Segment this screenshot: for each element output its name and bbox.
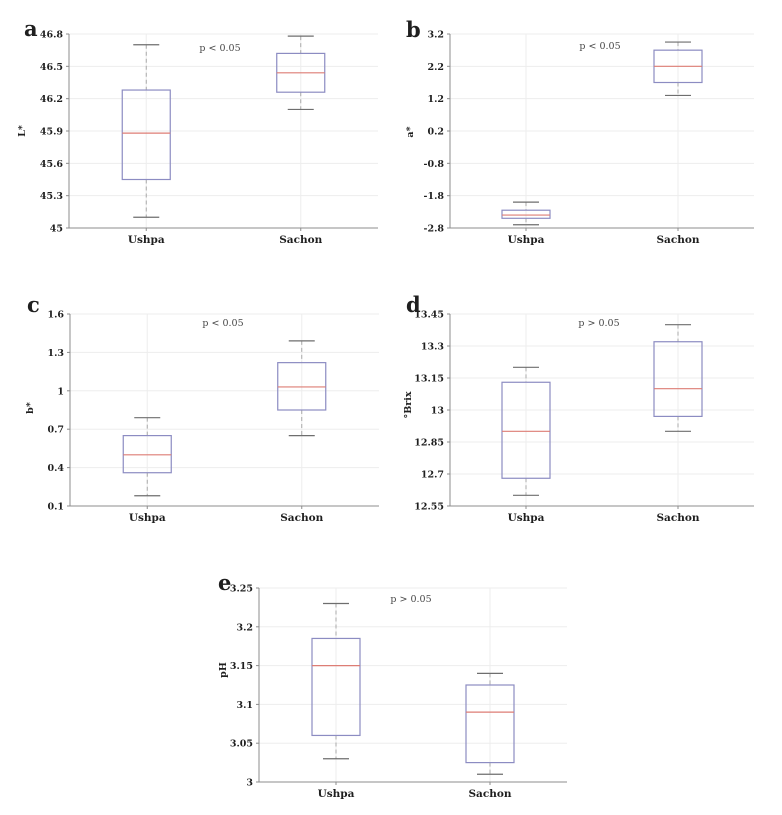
panel-letter: b — [406, 17, 421, 42]
boxplot-canvas-a — [0, 0, 391, 265]
p-value-annotation: p < 0.05 — [202, 318, 244, 329]
p-value-annotation: p < 0.05 — [579, 41, 621, 52]
category-label: Sachon — [656, 234, 700, 246]
category-label: Ushpa — [128, 512, 166, 524]
y-tick-label: -1.8 — [423, 191, 444, 203]
panel-b — [391, 0, 782, 265]
panel-e — [185, 548, 605, 815]
y-tick-label: 1.3 — [47, 347, 64, 359]
y-tick-label: 45 — [49, 223, 63, 235]
category-label: Sachon — [279, 234, 323, 246]
panel-letter: e — [218, 570, 232, 595]
panel-d — [391, 275, 782, 535]
y-tick-label: 2.2 — [427, 61, 444, 73]
category-label: Ushpa — [507, 234, 545, 246]
boxplot-canvas-c — [0, 275, 391, 535]
y-tick-label: 13 — [430, 405, 444, 417]
p-value-annotation: p > 0.05 — [390, 594, 432, 605]
y-tick-label: 1.6 — [47, 309, 64, 321]
y-tick-label: 1.2 — [427, 94, 444, 106]
panel-c — [0, 275, 391, 535]
category-label: Ushpa — [317, 788, 355, 800]
y-tick-label: -0.8 — [423, 158, 444, 170]
category-label: Sachon — [468, 788, 512, 800]
y-tick-label: 45.3 — [39, 191, 63, 203]
y-axis-label: b* — [25, 402, 36, 414]
y-tick-label: 46.8 — [39, 29, 63, 41]
p-value-annotation: p > 0.05 — [578, 318, 620, 329]
panel-a — [0, 0, 391, 265]
y-tick-label: 12.7 — [420, 469, 444, 481]
y-tick-label: 13.15 — [414, 373, 444, 385]
panel-letter: d — [406, 292, 421, 317]
y-axis-label: °Brix — [403, 391, 414, 419]
y-tick-label: 1 — [57, 386, 64, 398]
category-label: Sachon — [656, 512, 700, 524]
y-tick-label: 13.45 — [414, 309, 444, 321]
p-value-annotation: p < 0.05 — [199, 43, 241, 54]
y-tick-label: 45.9 — [39, 126, 63, 138]
category-label: Ushpa — [507, 512, 545, 524]
y-tick-label: 45.6 — [39, 158, 63, 170]
y-tick-label: 3.05 — [229, 738, 253, 750]
y-tick-label: -2.8 — [423, 223, 444, 235]
y-tick-label: 3.1 — [236, 699, 253, 711]
y-tick-label: 3.2 — [427, 29, 444, 41]
y-tick-label: 3.25 — [229, 583, 253, 595]
panel-letter: a — [24, 16, 38, 41]
category-label: Sachon — [280, 512, 324, 524]
y-axis-label: L* — [17, 125, 28, 137]
y-tick-label: 0.4 — [47, 463, 64, 475]
panel-letter: c — [27, 292, 40, 317]
boxplot-canvas-b — [391, 0, 782, 265]
y-tick-label: 3.2 — [236, 622, 253, 634]
y-tick-label: 46.5 — [39, 61, 63, 73]
y-tick-label: 13.3 — [420, 341, 444, 353]
boxplot-canvas-d — [391, 275, 782, 535]
y-tick-label: 12.55 — [414, 501, 444, 513]
category-label: Ushpa — [127, 234, 165, 246]
y-axis-label: a* — [405, 126, 416, 138]
y-tick-label: 12.85 — [414, 437, 444, 449]
y-axis-label: pH — [218, 662, 229, 678]
y-tick-label: 3 — [246, 777, 253, 789]
y-tick-label: 0.7 — [47, 424, 64, 436]
y-tick-label: 46.2 — [39, 94, 63, 106]
y-tick-label: 3.15 — [229, 661, 253, 673]
boxplot-canvas-e — [185, 548, 605, 815]
y-tick-label: 0.1 — [47, 501, 64, 513]
y-tick-label: 0.2 — [427, 126, 444, 138]
